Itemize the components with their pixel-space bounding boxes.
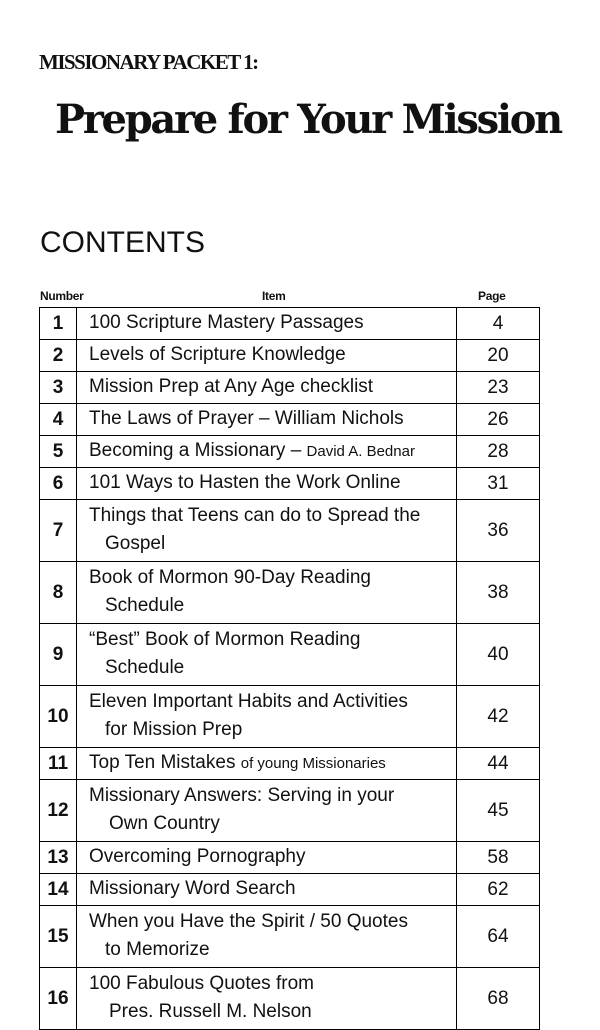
row-item-continuation: for Mission Prep <box>105 719 243 740</box>
row-number: 2 <box>40 340 77 372</box>
row-item-text: Top Ten Mistakes <box>89 751 241 773</box>
row-item-subtext: of young Missionaries <box>240 754 386 772</box>
row-item <box>77 968 457 1030</box>
row-number: 9 <box>40 624 77 686</box>
row-item-continuation: to Memorize <box>105 939 210 960</box>
table-row <box>40 748 540 780</box>
row-item-text: Becoming a Missionary – <box>89 439 307 461</box>
row-page: 28 <box>457 436 540 468</box>
row-number: 7 <box>40 500 77 562</box>
row-item-text: 101 Ways to Hasten the Work Online <box>89 472 401 493</box>
packet-label: MISSIONARY PACKET 1: <box>39 50 258 74</box>
table-row <box>40 842 540 874</box>
row-number: 6 <box>40 468 77 500</box>
table-row <box>40 372 540 404</box>
table-row <box>40 404 540 436</box>
row-page: 4 <box>457 308 540 340</box>
contents-heading: CONTENTS <box>40 226 205 259</box>
row-item <box>77 308 457 340</box>
row-number: 15 <box>40 906 77 968</box>
row-item <box>77 436 457 468</box>
row-number: 13 <box>40 842 77 874</box>
row-page: 58 <box>457 842 540 874</box>
row-number: 16 <box>40 968 77 1030</box>
row-number: 8 <box>40 562 77 624</box>
row-item <box>77 468 457 500</box>
table-row <box>40 906 540 968</box>
row-number: 5 <box>40 436 77 468</box>
row-page: 23 <box>457 372 540 404</box>
row-number: 11 <box>40 748 77 780</box>
row-item-text: Book of Mormon 90-Day Reading <box>89 567 371 588</box>
row-page: 38 <box>457 562 540 624</box>
row-item-continuation: Schedule <box>105 657 185 678</box>
table-row <box>40 874 540 906</box>
row-page: 31 <box>457 468 540 500</box>
column-header-number: Number <box>40 289 84 303</box>
row-item-text: Things that Teens can do to Spread the <box>89 505 421 526</box>
table-row <box>40 436 540 468</box>
row-item <box>77 340 457 372</box>
table-row <box>40 340 540 372</box>
row-item <box>77 780 457 842</box>
row-item <box>77 686 457 748</box>
row-item-text: “Best” Book of Mormon Reading <box>89 629 361 650</box>
row-page: 26 <box>457 404 540 436</box>
row-item-text: When you Have the Spirit / 50 Quotes <box>89 911 408 932</box>
row-item-text: The Laws of Prayer – William Nichols <box>89 408 404 429</box>
row-item-text: 100 Fabulous Quotes from <box>89 973 314 994</box>
row-number: 12 <box>40 780 77 842</box>
row-item <box>77 906 457 968</box>
row-number: 14 <box>40 874 77 906</box>
row-page: 62 <box>457 874 540 906</box>
row-item-continuation: Gospel <box>105 533 166 554</box>
row-page: 64 <box>457 906 540 968</box>
row-item <box>77 500 457 562</box>
row-item <box>77 372 457 404</box>
page-title: Prepare for Your Mission <box>55 96 561 143</box>
table-row <box>40 308 540 340</box>
row-item-continuation: Schedule <box>105 595 185 616</box>
row-item-text: Overcoming Pornography <box>89 846 306 867</box>
table-row <box>40 686 540 748</box>
row-number: 4 <box>40 404 77 436</box>
row-item <box>77 748 457 780</box>
row-number: 1 <box>40 308 77 340</box>
table-row <box>40 780 540 842</box>
row-item-author: David A. Bednar <box>306 442 415 460</box>
row-item-text: 100 Scripture Mastery Passages <box>89 312 364 333</box>
row-number: 10 <box>40 686 77 748</box>
row-item-text: Levels of Scripture Knowledge <box>89 344 346 365</box>
row-item-continuation: Own Country <box>109 813 220 834</box>
contents-table <box>39 307 540 1030</box>
row-item-text: Missionary Word Search <box>89 878 296 899</box>
row-item-text: Mission Prep at Any Age checklist <box>89 376 374 397</box>
row-page: 44 <box>457 748 540 780</box>
table-row <box>40 562 540 624</box>
column-header-item: Item <box>262 289 286 303</box>
row-page: 20 <box>457 340 540 372</box>
row-item-continuation: Pres. Russell M. Nelson <box>109 1001 312 1022</box>
row-item <box>77 562 457 624</box>
row-page: 40 <box>457 624 540 686</box>
table-row <box>40 468 540 500</box>
row-page: 42 <box>457 686 540 748</box>
row-item <box>77 624 457 686</box>
row-number: 3 <box>40 372 77 404</box>
table-row <box>40 624 540 686</box>
row-item-text: Missionary Answers: Serving in your <box>89 785 395 806</box>
row-item <box>77 874 457 906</box>
row-item <box>77 842 457 874</box>
column-header-page: Page <box>478 289 506 303</box>
table-row <box>40 968 540 1030</box>
row-item-text: Eleven Important Habits and Activities <box>89 691 408 712</box>
table-row <box>40 500 540 562</box>
row-item <box>77 404 457 436</box>
row-page: 36 <box>457 500 540 562</box>
row-page: 68 <box>457 968 540 1030</box>
row-page: 45 <box>457 780 540 842</box>
